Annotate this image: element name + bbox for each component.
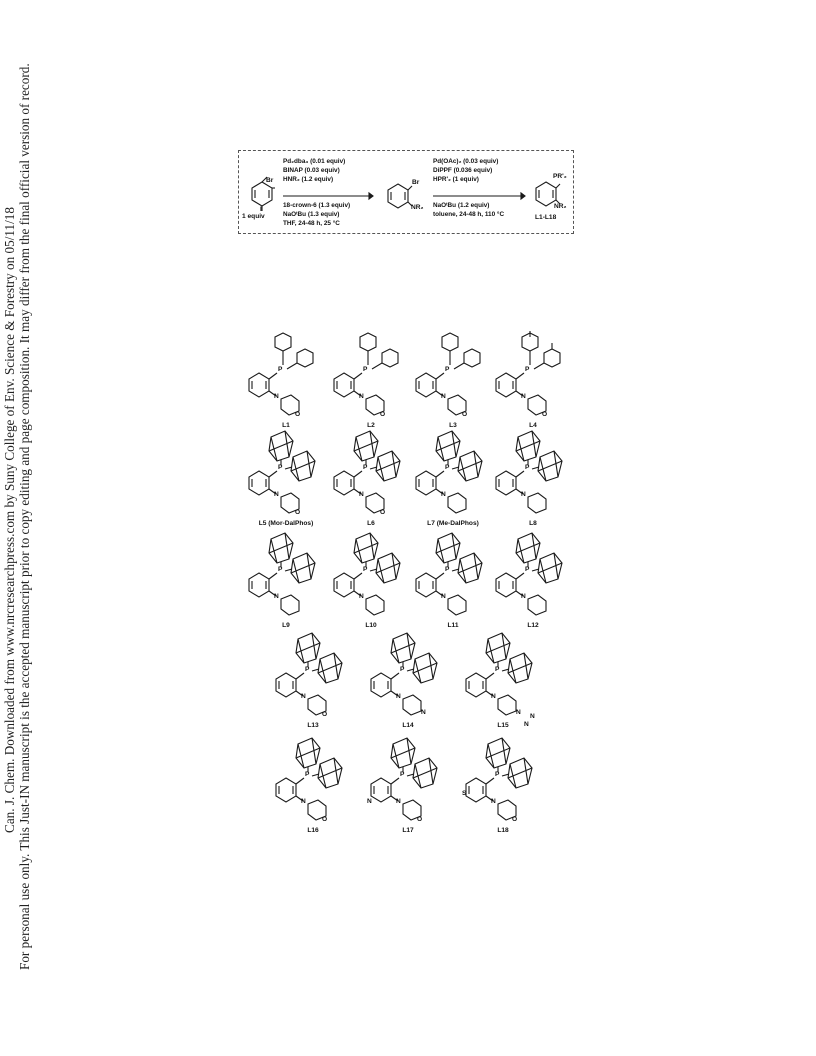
prod-nr2: NR₂ <box>554 203 567 210</box>
ligand-8 <box>488 427 578 517</box>
phosphorus-atom: P <box>495 771 500 778</box>
ligand-11 <box>408 529 498 619</box>
ligand-structure <box>241 427 331 517</box>
ligand-label: L5 (Mor-DalPhos) <box>258 520 314 527</box>
ligand-9 <box>241 529 331 619</box>
sulfur-atom: S <box>462 790 467 797</box>
phosphorus-atom: P <box>305 771 310 778</box>
ligand-16 <box>268 734 358 824</box>
pyrimidine-nitrogen-2: N <box>524 721 529 728</box>
nitrogen-atom: N <box>396 693 401 700</box>
ligand-structure <box>326 529 416 619</box>
step2-conditions-bottom: NaOᵗBu (1.2 equiv) toluene, 24-48 h, 110 °C <box>433 202 505 218</box>
nitrogen-atom: N <box>359 491 364 498</box>
ligand-structure <box>326 329 416 419</box>
ligand-label: L4 <box>529 422 537 429</box>
nitrogen-atom: N <box>359 393 364 400</box>
ligand-structure <box>241 329 331 419</box>
nitrogen-atom: N <box>441 393 446 400</box>
phosphorus-atom: P <box>278 366 283 373</box>
ligand-18 <box>458 734 548 824</box>
ligand-label: L1 <box>282 422 290 429</box>
ligand-label: L3 <box>449 422 457 429</box>
ligand-label: L7 (Me-DalPhos) <box>427 520 479 527</box>
oxygen-atom: O <box>295 509 301 516</box>
ligand-structure <box>408 529 498 619</box>
ligand-label: L13 <box>307 722 319 729</box>
sm-i: I <box>260 206 262 213</box>
ligand-structure <box>268 734 358 824</box>
ligand-6 <box>326 427 416 517</box>
ligand-4 <box>488 329 578 419</box>
ligand-structure <box>458 734 548 824</box>
ligand-label: L11 <box>447 622 459 629</box>
phosphorus-atom: P <box>445 566 450 573</box>
ligand-12 <box>488 529 578 619</box>
nitrogen-atom: N <box>274 393 279 400</box>
nitrogen-atom: N <box>301 693 306 700</box>
nitrogen-atom: N <box>521 393 526 400</box>
ligand-2 <box>326 329 416 419</box>
nitrogen-atom: N <box>521 593 526 600</box>
ligand-label: L2 <box>367 422 375 429</box>
intermediate-structure <box>383 181 413 211</box>
ligand-structure <box>408 329 498 419</box>
oxygen-atom: O <box>380 509 386 516</box>
pyridine-nitrogen: N <box>367 798 372 805</box>
phosphorus-atom: P <box>525 366 530 373</box>
nitrogen-atom: N <box>396 798 401 805</box>
ligand-label: L8 <box>529 520 537 527</box>
phosphorus-atom: P <box>305 666 310 673</box>
ligand-label: L9 <box>282 622 290 629</box>
nitrogen-atom: N <box>274 593 279 600</box>
ligand-structure <box>268 629 358 719</box>
phosphorus-atom: P <box>363 566 368 573</box>
journal-sidebar-notice <box>2 63 42 970</box>
ligand-structure <box>408 427 498 517</box>
ligand-structure <box>363 629 453 719</box>
ligand-label: L18 <box>497 827 509 834</box>
oxygen-atom: O <box>542 411 548 418</box>
phosphorus-atom: P <box>445 464 450 471</box>
oxygen-atom: O <box>322 816 328 823</box>
step2-conditions-top: Pd(OAc)₂ (0.03 equiv) DiPPF (0.036 equiv) HPR'₂ (1 equiv) <box>433 158 499 183</box>
ligand-14 <box>363 629 453 719</box>
nitrogen-atom-2: N <box>516 709 521 716</box>
ligand-label: L17 <box>402 827 414 834</box>
nitrogen-atom: N <box>359 593 364 600</box>
phosphorus-atom: P <box>525 464 530 471</box>
step1-conditions-bottom: 18-crown-6 (1.3 equiv) NaOᵗBu (1.3 equiv) THF, 24-48 h, 25 °C <box>283 202 351 227</box>
ligand-label: L14 <box>402 722 414 729</box>
phosphorus-atom: P <box>400 771 405 778</box>
oxygen-atom: O <box>295 411 301 418</box>
ligand-structure <box>458 629 548 719</box>
ligand-label: L6 <box>367 520 375 527</box>
prod-pr2: PR'₂ <box>553 173 567 180</box>
ligand-structure <box>326 427 416 517</box>
oxygen-atom: O <box>380 411 386 418</box>
nitrogen-atom: N <box>521 491 526 498</box>
phosphorus-atom: P <box>278 464 283 471</box>
sidebar-line-1: Can. J. Chem. Downloaded from www.nrcresearchpress.com by Suny College of Env. Science & Forestry on 05/11/18 <box>2 207 17 833</box>
phosphorus-atom: P <box>278 566 283 573</box>
oxygen-atom: O <box>417 816 423 823</box>
pyrimidine-nitrogen-1: N <box>530 713 535 720</box>
ligand-10 <box>326 529 416 619</box>
reaction-scheme <box>238 150 574 234</box>
oxygen-atom: O <box>512 816 518 823</box>
ligand-label: L16 <box>307 827 319 834</box>
ligand-17 <box>363 734 453 824</box>
nitrogen-atom: N <box>491 693 496 700</box>
sm-equiv: 1 equiv <box>242 213 265 220</box>
step1-arrow <box>283 193 373 199</box>
prod-label: L1-L18 <box>535 214 557 221</box>
phosphorus-atom: P <box>495 666 500 673</box>
int-nr2: NR₂ <box>411 204 424 211</box>
ligand-structure <box>241 529 331 619</box>
ligand-structure <box>488 529 578 619</box>
phosphorus-atom: P <box>363 464 368 471</box>
oxygen-atom: O <box>462 411 468 418</box>
ligand-5 <box>241 427 331 517</box>
step2-arrow <box>433 193 525 199</box>
phosphorus-atom: P <box>445 366 450 373</box>
nitrogen-atom: N <box>301 798 306 805</box>
ligand-structure <box>363 734 453 824</box>
ligand-label: L15 <box>497 722 509 729</box>
ligand-label: L12 <box>527 622 539 629</box>
ligand-3 <box>408 329 498 419</box>
nitrogen-atom: N <box>491 798 496 805</box>
nitrogen-atom: N <box>441 491 446 498</box>
phosphorus-atom: P <box>525 566 530 573</box>
ligand-13 <box>268 629 358 719</box>
sidebar-line-2: For personal use only. This Just-IN manuscript is the accepted manuscript prior to copy editing and page composition. It may differ from the final official version of record. <box>17 63 32 970</box>
ligand-figure <box>238 150 578 834</box>
int-br: Br <box>412 179 420 186</box>
phosphorus-atom: P <box>363 366 368 373</box>
sm-br: Br <box>266 177 274 184</box>
nitrogen-atom-2: N <box>421 709 426 716</box>
phosphorus-atom: P <box>400 666 405 673</box>
ligand-label: L10 <box>365 622 377 629</box>
ligand-structure <box>488 329 578 419</box>
ligand-1 <box>241 329 331 419</box>
ligand-7 <box>408 427 498 517</box>
nitrogen-atom: N <box>274 491 279 498</box>
ligand-structure <box>488 427 578 517</box>
oxygen-atom: O <box>322 711 328 718</box>
nitrogen-atom: N <box>441 593 446 600</box>
step1-conditions-top: Pd₂dba₃ (0.01 equiv) BINAP (0.03 equiv) HNR₂ (1.2 equiv) <box>283 158 346 183</box>
